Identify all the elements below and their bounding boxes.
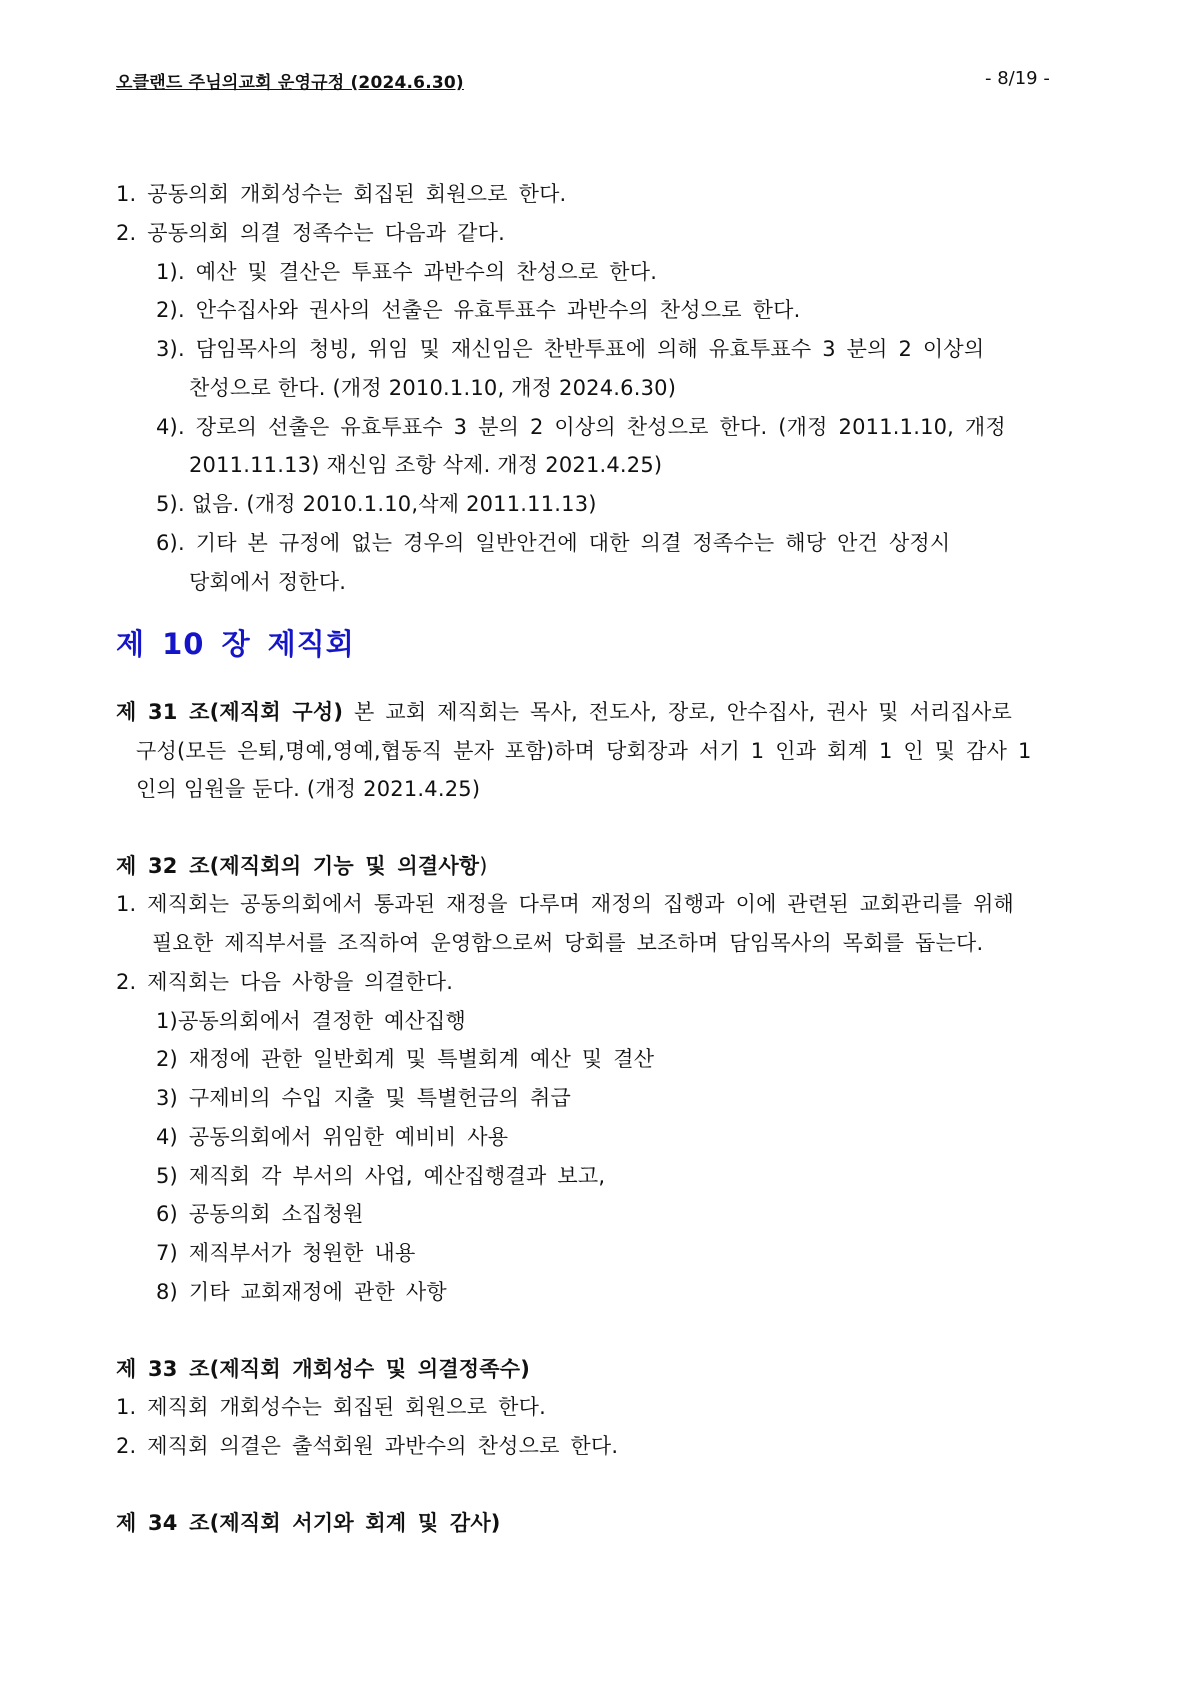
rule-subitem: 1)공동의회에서 결정한 예산집행	[156, 1009, 467, 1033]
article-text-cont: 구성(모든 은퇴,명예,영예,협동직 분자 포함)하며 당회장과 서기 1 인과 회계 1 인 및 감사 1	[136, 739, 1032, 763]
page-number: - 8/19 -	[985, 68, 1050, 89]
rule-subitem: 7) 제직부서가 청원한 내용	[156, 1241, 416, 1265]
rule-subitem: 4). 장로의 선출은 유효투표수 3 분의 2 이상의 찬성으로 한다. (개정 2011.1.10, 개정	[156, 415, 1006, 439]
rule-line: 1. 제직회는 공동의회에서 통과된 재정을 다루며 재정의 집행과 이에 관련된 교회관리를 위해	[116, 892, 1015, 916]
chapter-heading: 제 10 장 제직회	[116, 627, 355, 661]
rule-subitem: 5) 제직회 각 부서의 사업, 예산집행결과 보고,	[156, 1164, 606, 1188]
rule-subitem: 3). 담임목사의 청빙, 위임 및 재신임은 찬반투표에 의해 유효투표수 3 분의 2 이상의	[156, 337, 985, 361]
article-31	[116, 696, 1012, 726]
article-heading: 제 32 조(제직회의 기능 및 의결사항	[116, 854, 480, 878]
rule-subitem-cont: 2011.11.13) 재신임 조항 삭제. 개정 2021.4.25)	[189, 453, 663, 477]
rule-line-cont: 필요한 제직부서를 조직하여 운영함으로써 당회를 보조하며 담임목사의 목회를 돕는다.	[152, 931, 984, 955]
article-32-heading	[116, 850, 488, 880]
rule-line: 1. 공동의회 개회성수는 회집된 회원으로 한다.	[116, 182, 567, 206]
rule-line: 1. 제직회 개회성수는 회집된 회원으로 한다.	[116, 1395, 546, 1419]
rule-subitem: 2) 재정에 관한 일반회계 및 특별회계 예산 및 결산	[156, 1047, 655, 1071]
article-text-cont: 인의 임원을 둔다. (개정 2021.4.25)	[136, 777, 481, 801]
article-34-heading: 제 34 조(제직회 서기와 회계 및 감사)	[116, 1511, 501, 1535]
rule-subitem: 3) 구제비의 수입 지출 및 특별헌금의 취급	[156, 1086, 571, 1110]
rule-subitem: 1). 예산 및 결산은 투표수 과반수의 찬성으로 한다.	[156, 260, 658, 284]
rule-subitem: 2). 안수집사와 권사의 선출은 유효투표수 과반수의 찬성으로 한다.	[156, 298, 801, 322]
article-text: 본 교회 제직회는 목사, 전도사, 장로, 안수집사, 권사 및 서리집사로	[343, 700, 1013, 724]
rule-subitem: 4) 공동의회에서 위임한 예비비 사용	[156, 1125, 509, 1149]
rule-subitem: 5). 없음. (개정 2010.1.10,삭제 2011.11.13)	[156, 492, 597, 516]
rule-subitem-cont: 찬성으로 한다. (개정 2010.1.10, 개정 2024.6.30)	[189, 376, 677, 400]
rule-line: 2. 제직회는 다음 사항을 의결한다.	[116, 970, 454, 994]
rule-subitem: 6) 공동의회 소집청원	[156, 1202, 364, 1226]
article-33-heading: 제 33 조(제직회 개회성수 및 의결정족수)	[116, 1357, 531, 1381]
rule-line: 2. 제직회 의결은 출석회원 과반수의 찬성으로 한다.	[116, 1434, 619, 1458]
rule-subitem-cont: 당회에서 정한다.	[189, 570, 347, 594]
rule-subitem: 8) 기타 교회재정에 관한 사항	[156, 1280, 447, 1304]
rule-subitem: 6). 기타 본 규정에 없는 경우의 일반안건에 대한 의결 정족수는 해당 안건 상정시	[156, 531, 951, 555]
article-heading-close: )	[479, 854, 488, 878]
rule-line: 2. 공동의회 의결 정족수는 다음과 같다.	[116, 221, 505, 245]
article-heading: 제 31 조(제직회 구성)	[116, 700, 344, 724]
document-header-title: 오클랜드 주님의교회 운영규정 (2024.6.30)	[116, 73, 464, 93]
